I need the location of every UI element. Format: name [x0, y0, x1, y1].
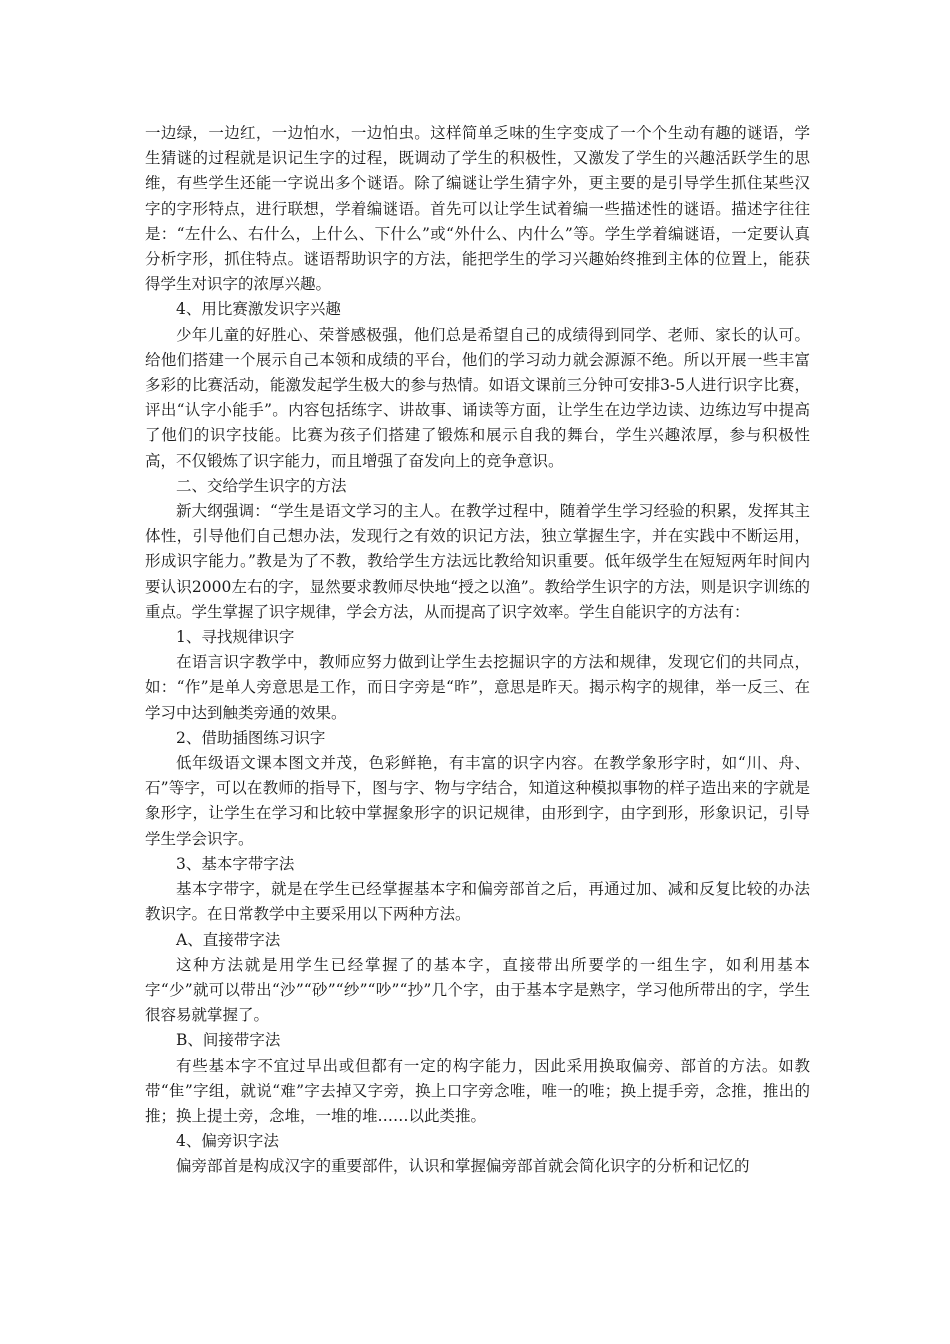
- section-heading-indirect: B、间接带字法: [176, 1031, 281, 1050]
- paragraph-competition: 少年儿童的好胜心、荣誉感极强，他们总是希望自己的成绩得到同学、老师、家长的认可。给他们搭建一个展示自己本领和成绩的平台，他们的学习动力就会源源不绝。所以开展一些丰富多彩的比赛活动，能激发起学生极大的参与热情。如语文课前三分钟可安排3-5人进行识字比赛，评出“认字小能手”。内容包括练字、讲故事、诵读等方面，让学生在边学边读、边练边写中提高了他们的识字技能。比赛为孩子们搭建了锻炼和展示自我的舞台，学生兴趣浓厚，参与积极性高，不仅锻炼了识字能力，而且增强了奋发向上的竞争意识。: [145, 325, 810, 470]
- paragraph-rules: 在语言识字教学中，教师应努力做到让学生去挖掘识字的方法和规律，发现它们的共同点，如：“作”是单人旁意思是工作，而日字旁是“昨”，意思是昨天。揭示构字的规律，举一反三、在学习中达到触类旁通的效果。: [145, 653, 810, 722]
- section-heading-direct: A、直接带字法: [176, 930, 281, 949]
- paragraph-continued: 一边绿，一边红，一边怕水，一边怕虫。这样简单乏味的生字变成了一个个生动有趣的谜语，学生猜谜的过程就是识记生字的过程，既调动了学生的积极性，又激发了学生的兴趣活跃学生的思维，有些学生还能一字说出多个谜语。除了编谜让学生猜字外，更主要的是引导学生抓住某些汉字的字形特点，进行联想，学着编谜语。首先可以让学生试着编一些描述性的谜语。描述字往往是：“左什么、右什么，上什么、下什么”或“外什么、内什么”等。学生学着编谜语，一定要认真分析字形，抓住特点。谜语帮助识字的方法，能把学生的学习兴趣始终推到主体的位置上，能获得学生对识字的浓厚兴趣。: [145, 124, 810, 294]
- section-heading-illustrations: 2、借助插图练习识字: [176, 728, 326, 747]
- section-heading-base-characters: 3、基本字带字法: [176, 854, 295, 873]
- paragraph-methods-intro: 新大纲强调：“学生是语文学习的主人。在教学过程中，随着学生学习经验的积累，发挥其主体性，引导他们自己想办法，发现行之有效的识记方法，独立掌握生字，并在实践中不断运用，形成识字能力。”教是为了不教，教给学生方法远比教给知识重要。低年级学生在短短两年时间内要认识2000左右的字，显然要求教师尽快地“授之以渔”。教给学生识字的方法，则是识字训练的重点。学生掌握了识字规律，学会方法，从而提高了识字效率。学生自能识字的方法有：: [145, 502, 810, 621]
- section-heading-methods: 二、交给学生识字的方法: [176, 476, 347, 495]
- paragraph-base-characters: 基本字带字，就是在学生已经掌握基本字和偏旁部首之后，再通过加、减和反复比较的办法教识字。在日常教学中主要采用以下两种方法。: [145, 880, 810, 924]
- paragraph-illustrations: 低年级语文课本图文并茂，色彩鲜艳，有丰富的识字内容。在教学象形字时，如“川、舟、石”等字，可以在教师的指导下，图与字、物与字结合，知道这种模拟事物的样子造出来的字就是象形字，让学生在学习和比较中掌握象形字的识记规律，由形到字，由字到形，形象识记，引导学生学会识字。: [145, 754, 810, 848]
- section-heading-radicals: 4、偏旁识字法: [176, 1132, 279, 1151]
- section-heading-competition: 4、用比赛激发识字兴趣: [176, 300, 341, 319]
- paragraph-indirect: 有些基本字不宜过早出或但都有一定的构字能力，因此采用换取偏旁、部首的方法。如教带“隹”字组，就说“难”字去掉又字旁，换上口字旁念唯，唯一的唯；换上提手旁，念推，推出的推；换上提土旁，念堆，一堆的堆……以此类推。: [145, 1056, 810, 1125]
- paragraph-radicals: 偏旁部首是构成汉字的重要部件，认识和掌握偏旁部首就会简化识字的分析和记忆的: [176, 1157, 750, 1176]
- section-heading-rules: 1、寻找规律识字: [176, 628, 295, 647]
- paragraph-direct: 这种方法就是用学生已经掌握了的基本字，直接带出所要学的一组生字，如利用基本字“少”就可以带出“沙”“砂”“纱”“吵”“抄”几个字，由于基本字是熟字，学习他所带出的字，学生很容易就掌握了。: [145, 955, 810, 1025]
- document-page: [145, 121, 810, 1180]
